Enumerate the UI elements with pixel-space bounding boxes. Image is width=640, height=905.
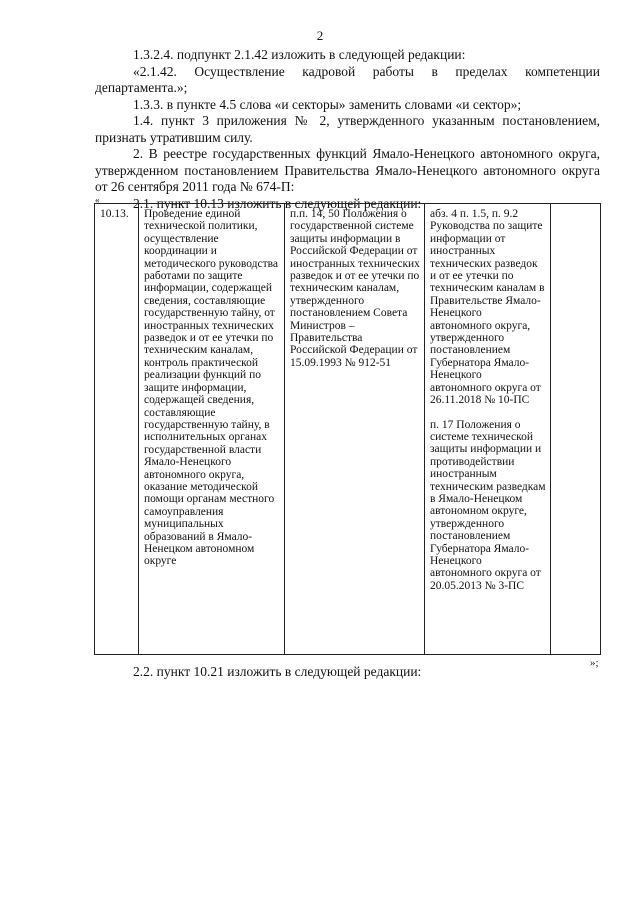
- table-row: [95, 204, 601, 655]
- table-open-quote: «: [95, 195, 100, 205]
- paragraph-2: 2. В реестре государственных функций Ямало-Ненецкого автономного округа, утвержденном постановлением Правительства Ямало-Ненецкого автономного округа от 26 сентября 2011 года № 674-П:: [95, 146, 600, 194]
- paragraph-1-3-2-4: 1.3.2.4. подпункт 2.1.42 изложить в следующей редакции:: [133, 47, 466, 62]
- row-number: 10.13.: [100, 208, 129, 220]
- function-cell: [139, 204, 285, 655]
- page-number: 2: [316, 28, 324, 43]
- legal-basis-cell: [285, 204, 425, 655]
- document-body: [95, 47, 600, 212]
- empty-cell: [551, 204, 601, 655]
- registry-table: [94, 203, 601, 655]
- regulation-cell: [425, 204, 551, 655]
- regulation-text-1: абз. 4 п. 1.5, п. 9.2 Руководства по защите информации от иностранных технических разведок и от ее утечки по техническим каналам в Правительстве Ямало-Ненецкого автономного округа, утвержденного постановлением Губернатора Ямало-Ненецкого автономного округа от 26.11.2018 № 10-ПС: [430, 208, 545, 407]
- paragraph-2-1: 2.1. пункт 10.13 изложить в следующей редакции:: [133, 195, 422, 211]
- paragraph-2-1-42-text: «2.1.42. Осуществление кадровой работы в пределах компетенции департамента.»;: [95, 63, 600, 95]
- paragraph-1-4: 1.4. пункт 3 приложения № 2, утвержденного указанным постановлением, признать утратившим силу.: [95, 113, 600, 145]
- regulation-text-2: п. 17 Положения о системе технической защиты информации и противодействии иностранным техническим разведкам в Ямало-Ненецком автономном округе, утвержденного постановлением Губернатора Ямало-Ненецкого автономного округа от 20.05.2013 № 3-ПС: [430, 418, 546, 592]
- paragraph-2-2: 2.2. пункт 10.21 изложить в следующей редакции:: [133, 664, 422, 679]
- table-close-quote: »;: [590, 657, 599, 669]
- paragraph-1-3-3: 1.3.3. в пункте 4.5 слова «и секторы» заменить словами «и сектор»;: [133, 96, 522, 112]
- legal-basis-text: п.п. 14, 50 Положения о государственной системе защиты информации в Российской Федерации от иностранных технических разведок и от ее утечки по техническим каналам, утвержденного постановлением Совета Министров – Правительства Российской Федерации от 15.09.1993 № 912-51: [290, 208, 420, 369]
- function-text: Проведение единой технической политики, осуществление координации и методического руководства работами по защите информации, содержащей сведения, составляющие государственную тайну, от иностранных технических разведок и от ее утечки по техническим каналам, контроль практической реализации функций по защите информации, содержащей сведения, составляющие государственную тайну, в исполнительных органах государственной власти Ямало-Ненецкого автономного округа, оказание методической помощи органам местного самоуправления муниципальных образований в Ямало-Ненецком автономном округе: [144, 208, 279, 568]
- row-number-cell: [95, 204, 139, 655]
